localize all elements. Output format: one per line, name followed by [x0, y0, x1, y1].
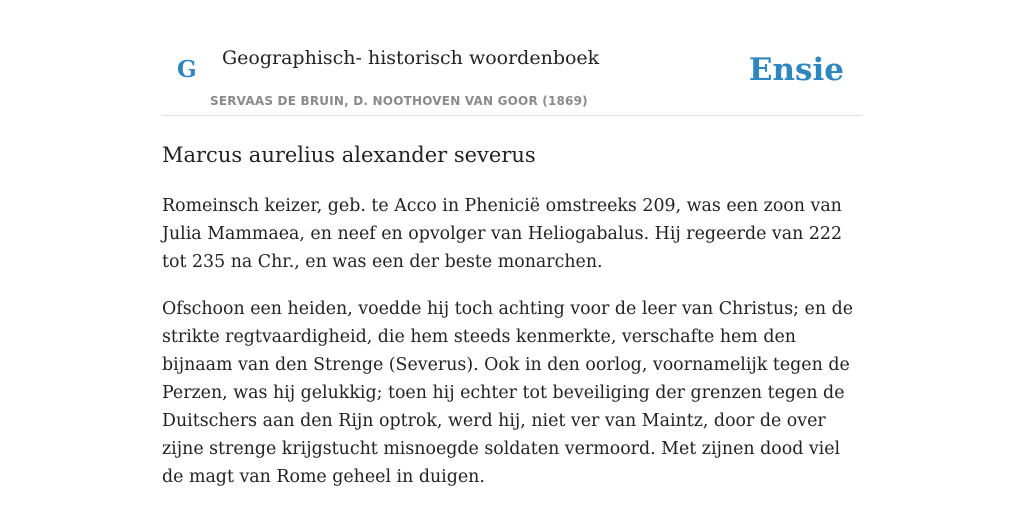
page-header: [162, 0, 862, 116]
book-author: SERVAAS DE BRUIN, D. NOOTHOVEN VAN GOOR (1869): [210, 94, 588, 108]
book-title[interactable]: Geographisch- historisch woordenboek: [222, 47, 600, 69]
entry-title: Marcus aurelius alexander severus: [162, 143, 536, 167]
source-logo[interactable]: G: [177, 56, 197, 83]
entry-paragraph-2: Ofschoon een heiden, voedde hij toch achting voor de leer van Christus; en de strikte regtvaardigheid, die hem steeds kenmerkte, verschafte hem den bijnaam van den Strenge (Severus). Ook in den oorlog, voornamelijk tegen de Perzen, was hij gelukkig; toen hij echter tot beveiliging der grenzen tegen de Duitschers aan den Rijn optrok, werd hij, niet ver van Maintz, door de over zijne strenge krijgstucht misnoegde soldaten vermoord. Met zijnen dood viel de magt van Rome geheel in duigen.: [162, 299, 853, 487]
brand-logo[interactable]: Ensie: [748, 52, 844, 88]
entry-paragraph-1: Romeinsch keizer, geb. te Acco in Phenicië omstreeks 209, was een zoon van Julia Mammaea, en neef en opvolger van Heliogabalus. Hij regeerde van 222 tot 235 na Chr., en was een der beste monarchen.: [162, 196, 843, 272]
